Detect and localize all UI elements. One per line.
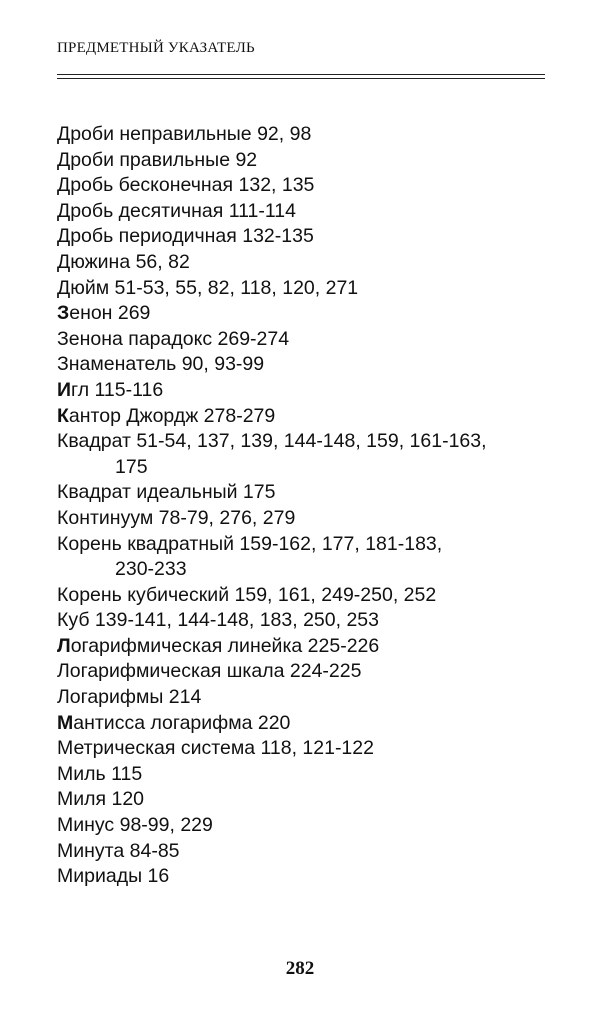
index-entry <box>57 301 557 327</box>
index-entry <box>57 685 557 711</box>
index-entry-continuation: 230-233 <box>115 558 187 581</box>
index-entry-text: Квадрат идеальный 175 <box>57 481 276 504</box>
index-entry-text: Дроби правильные 92 <box>57 148 258 171</box>
index-letter-initial: М <box>57 711 74 734</box>
index-entry-line <box>57 609 379 631</box>
index-entry-text: Минута 84-85 <box>57 839 180 862</box>
index-entry <box>57 532 557 583</box>
index-entry-line <box>57 840 180 862</box>
index-letter-initial: Л <box>57 634 71 657</box>
index-entry-text: Дюйм 51-53, 55, 82, 118, 120, 271 <box>57 276 359 299</box>
index-entry <box>57 634 557 660</box>
index-entry-line <box>57 788 144 810</box>
index-entry <box>57 659 557 685</box>
index-entry-line <box>57 686 201 708</box>
index-entry <box>57 122 557 148</box>
index-entry-line <box>57 149 257 171</box>
index-entry-continuation: 175 <box>115 455 148 478</box>
subject-index-list <box>57 122 557 890</box>
index-entry-line <box>57 660 361 682</box>
index-entry <box>57 429 557 480</box>
index-letter-initial: К <box>57 404 69 427</box>
index-entry-text: Мириады 16 <box>57 865 170 888</box>
index-entry-text: Метрическая система 118, 121-122 <box>57 737 374 760</box>
index-entry <box>57 787 557 813</box>
index-entry <box>57 864 557 890</box>
index-entry-line <box>57 533 442 555</box>
index-entry-text: енон 269 <box>69 302 151 325</box>
index-entry-text: Знаменатель 90, 93-99 <box>57 353 265 376</box>
index-entry-line <box>57 865 169 887</box>
index-entry <box>57 762 557 788</box>
index-entry-text: Корень квадратный 159-162, 177, 181-183, <box>57 532 443 555</box>
index-entry <box>57 583 557 609</box>
index-entry-line <box>57 225 314 247</box>
index-entry-text: гл 115-116 <box>71 378 164 401</box>
index-entry <box>57 173 557 199</box>
index-entry <box>57 327 557 353</box>
index-entry <box>57 199 557 225</box>
index-entry <box>57 736 557 762</box>
index-entry-line <box>57 481 275 503</box>
index-entry-text: антор Джордж 278-279 <box>68 404 276 427</box>
index-entry <box>57 813 557 839</box>
index-entry-line <box>57 635 379 657</box>
index-entry-line <box>57 123 311 145</box>
index-entry-text: Дроби неправильные 92, 98 <box>57 123 312 145</box>
index-entry-line <box>57 584 436 606</box>
index-entry <box>57 378 557 404</box>
index-entry <box>57 404 557 430</box>
index-entry-line <box>57 430 487 452</box>
index-entry-text: Корень кубический 159, 161, 249-250, 252 <box>57 583 437 606</box>
index-entry-text: Миль 115 <box>57 762 143 785</box>
index-entry-text: Квадрат 51-54, 137, 139, 144-148, 159, 161-163, <box>57 430 487 453</box>
index-entry-line <box>57 302 150 324</box>
index-entry-line <box>57 277 358 299</box>
index-entry <box>57 711 557 737</box>
header-rule-bottom <box>57 78 545 79</box>
index-entry-line <box>57 712 290 734</box>
index-entry-line <box>57 353 264 375</box>
page-number: 282 <box>285 958 315 979</box>
index-entry-line <box>57 737 374 759</box>
index-entry-text: антисса логарифма 220 <box>73 711 291 734</box>
index-entry <box>57 224 557 250</box>
index-entry <box>57 608 557 634</box>
index-entry-line <box>57 763 142 785</box>
index-entry-text: Дробь десятичная 111-114 <box>57 199 296 222</box>
index-entry-line <box>57 174 314 196</box>
index-entry <box>57 506 557 532</box>
index-entry-line <box>57 507 295 529</box>
index-entry <box>57 352 557 378</box>
index-entry-text: Дробь периодичная 132-135 <box>57 225 314 248</box>
index-entry-text: огарифмическая линейка 225-226 <box>70 634 380 657</box>
index-entry-text: Континуум 78-79, 276, 279 <box>57 506 296 529</box>
index-entry-text: Логарифмическая шкала 224-225 <box>57 660 362 683</box>
index-entry <box>57 276 557 302</box>
index-entry-line <box>57 200 296 222</box>
index-entry-line <box>57 251 190 273</box>
index-entry-text: Зенона парадокс 269-274 <box>57 327 290 350</box>
index-entry-line <box>57 814 213 836</box>
index-entry-line <box>57 405 275 427</box>
index-entry-line <box>57 379 163 401</box>
index-entry-text: Миля 120 <box>57 788 145 811</box>
index-entry <box>57 480 557 506</box>
index-entry <box>57 250 557 276</box>
index-entry <box>57 148 557 174</box>
index-entry-text: Дробь бесконечная 132, 135 <box>57 174 315 197</box>
index-entry-text: Куб 139-141, 144-148, 183, 250, 253 <box>57 609 379 632</box>
index-entry <box>57 839 557 865</box>
index-entry-text: Минус 98-99, 229 <box>57 814 213 837</box>
running-head: ПРЕДМЕТНЫЙ УКАЗАТЕЛЬ <box>57 40 255 56</box>
index-letter-initial: З <box>57 302 70 325</box>
index-entry-line <box>57 328 289 350</box>
index-entry-text: Дюжина 56, 82 <box>57 250 190 273</box>
index-letter-initial: И <box>57 378 72 401</box>
header-rule-top <box>57 74 545 75</box>
index-entry-text: Логарифмы 214 <box>57 686 202 709</box>
